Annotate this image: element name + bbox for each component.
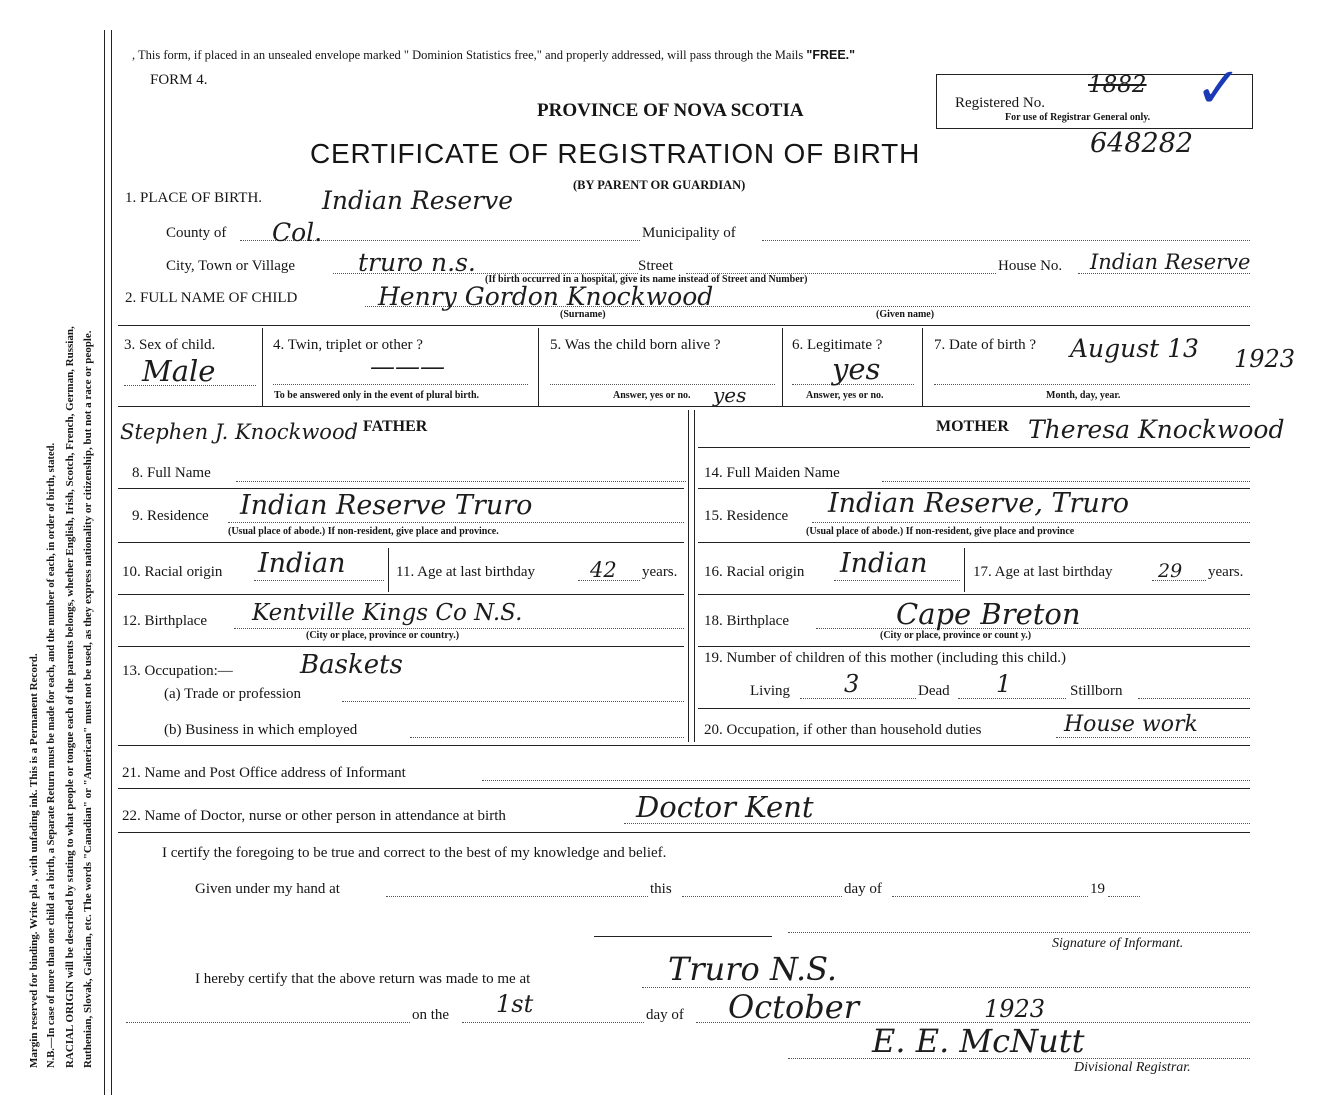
mother-race-value: Indian [840, 548, 928, 579]
province-title: PROVINCE OF NOVA SCOTIA [537, 100, 804, 121]
divider-2 [118, 406, 1250, 407]
mother-divider-c [698, 594, 1250, 595]
stillborn-line [1138, 698, 1250, 699]
informant-signature-line [788, 932, 1250, 933]
father-divider-b [118, 542, 684, 543]
twin-label: 4. Twin, triplet or other ? [273, 337, 423, 353]
hospital-note: (If birth occurred in a hospital, give its name instead of Street and Number) [485, 274, 808, 285]
legitimate-label: 6. Legitimate ? [792, 337, 883, 353]
place-of-birth-value: Indian Reserve [322, 186, 514, 215]
doctor-value: Doctor Kent [636, 790, 814, 824]
father-birthplace-note: (City or place, province or country.) [306, 630, 460, 641]
informant-signature-label: Signature of Informant. [1052, 936, 1184, 951]
mail-note-free: "FREE." [806, 48, 856, 62]
divider-col-4 [922, 328, 923, 406]
margin-note-binding: Margin reserved for binding. Write pla , with unfading ink. This is a Permanent Record. [28, 653, 40, 1068]
trade-line [342, 701, 684, 702]
father-years-label: years. [642, 564, 678, 580]
given-place-line [386, 896, 648, 897]
on-the-line [462, 1022, 644, 1023]
margin-note-plural-birth: N.B.—In case of more than one child at a birth, a Separate Return must be made for each, and the number of each, in order of birth, stated. [46, 442, 57, 1068]
father-birthplace-label: 12. Birthplace [122, 613, 207, 629]
on-the-label: on the [412, 1007, 450, 1023]
business-label: (b) Business in which employed [164, 722, 358, 738]
mother-divider-top [698, 447, 1250, 448]
registrar-note: For use of Registrar General only. [1005, 112, 1151, 123]
father-residence-label: 9. Residence [132, 508, 209, 524]
child-name-label: 2. FULL NAME OF CHILD [125, 290, 298, 306]
mother-residence-note: (Usual place of abode.) If non-resident, give place and province [806, 526, 1075, 537]
mother-residence-value: Indian Reserve, Truro [828, 488, 1129, 519]
father-divider-a [118, 488, 684, 489]
mother-age-value: 29 [1158, 560, 1183, 582]
registered-label: Registered No. [955, 95, 1045, 111]
center-divider-2 [694, 410, 695, 742]
dead-line [958, 698, 1066, 699]
margin-note-racial-origin: RACIAL ORIGIN will be described by stating to what people or tongue each of the parents belongs, whether English, Irish, Scotch, French, German, Russian, [64, 326, 76, 1068]
year-prefix: 19 [1090, 881, 1105, 897]
father-age-label: 11. Age at last birthday [396, 564, 535, 580]
this-label: this [650, 881, 672, 897]
sex-label: 3. Sex of child. [124, 337, 216, 353]
checkmark-icon: ✓ [1195, 56, 1242, 121]
margin-note-racial-origin-cont: Ruthenian, Slovak, Galician, etc. The words "Canadian" or "American" must not be used, as they express nationality or citizenship, but not a race or people. [82, 330, 94, 1068]
father-divider-c [118, 594, 684, 595]
margin-rule-inner [111, 30, 112, 1095]
twin-line [273, 384, 528, 385]
center-divider [688, 410, 689, 742]
mother-maiden-label: 14. Full Maiden Name [704, 465, 840, 481]
short-rule [594, 936, 772, 937]
divider-4 [118, 788, 1250, 789]
father-race-line [254, 580, 384, 581]
day-of-label: day of [844, 881, 882, 897]
mother-residence-line [812, 522, 1250, 523]
dob-value: August 13 [1070, 334, 1199, 363]
legitimate-note: Answer, yes or no. [806, 390, 884, 401]
twin-note: To be answered only in the event of plural birth. [274, 390, 480, 401]
divider-5 [118, 832, 1250, 833]
living-value: 3 [844, 670, 860, 698]
margin-rule [104, 30, 105, 1095]
certificate-number: 648282 [1090, 128, 1194, 159]
stillborn-label: Stillborn [1070, 683, 1123, 699]
dead-label: Dead [918, 683, 950, 699]
registrar-signature: E. E. McNutt [872, 1022, 1085, 1060]
mother-race-line [834, 580, 960, 581]
place-of-birth-label: 1. PLACE OF BIRTH. [125, 190, 263, 206]
municipality-label: Municipality of [642, 225, 736, 241]
divider-col-3 [782, 328, 783, 406]
alive-note: Answer, yes or no. [613, 390, 691, 401]
house-no-value: Indian Reserve [1090, 250, 1251, 274]
registrar-title: Divisional Registrar. [1074, 1060, 1191, 1075]
father-occupation-value: Baskets [300, 650, 403, 680]
mother-residence-label: 15. Residence [704, 508, 789, 524]
mother-maiden-line [882, 481, 1250, 482]
county-value: Col. [272, 218, 323, 247]
father-heading: FATHER [363, 418, 428, 435]
mother-age-label: 17. Age at last birthday [973, 564, 1113, 580]
registered-place-value: Truro N.S. [668, 950, 838, 988]
county-label: County of [166, 225, 227, 241]
mother-divider-e [698, 708, 1250, 709]
divider-col-2 [538, 328, 539, 406]
dob-note: Month, day, year. [1046, 390, 1121, 401]
living-line [800, 698, 916, 699]
mother-divider-d [698, 646, 1250, 647]
mother-birthplace-label: 18. Birthplace [704, 613, 789, 629]
dob-label: 7. Date of birth ? [934, 337, 1037, 353]
registration-year-value: 1923 [984, 995, 1046, 1023]
registration-month-value: October [728, 988, 859, 1026]
mail-note [132, 48, 855, 63]
father-birthplace-line [234, 628, 684, 629]
mother-occupation-line [1056, 737, 1250, 738]
twin-value: ——— [370, 352, 445, 381]
father-residence-note: (Usual place of abode.) If non-resident, give place and province. [228, 526, 499, 537]
informant-label: 21. Name and Post Office address of Informant [122, 765, 406, 781]
mother-heading: MOTHER [936, 418, 1009, 435]
municipality-line [762, 240, 1250, 241]
alive-value: yes [713, 383, 747, 407]
hereby-label: I hereby certify that the above return was made to me at [195, 971, 531, 987]
father-race-label: 10. Racial origin [122, 564, 223, 580]
dob-line [934, 384, 1250, 385]
certify-statement: I certify the foregoing to be true and correct to the best of my knowledge and belief. [162, 845, 667, 861]
father-residence-line [228, 522, 684, 523]
dead-value: 1 [996, 670, 1012, 698]
surname-note: (Surname) [560, 309, 606, 320]
children-count-label: 19. Number of children of this mother (including this child.) [704, 650, 1067, 666]
father-divider-d [118, 646, 684, 647]
divider-col-1 [262, 328, 263, 406]
on-the-leading-line [126, 1022, 410, 1023]
mother-divider-b [698, 542, 1250, 543]
given-name-note: (Given name) [876, 309, 935, 320]
legitimate-value: yes [832, 352, 881, 386]
mother-occupation-label: 20. Occupation, if other than household duties [704, 722, 982, 738]
registered-value: 1882 [1088, 72, 1147, 98]
divider-1 [118, 325, 1250, 326]
father-race-divider [388, 548, 389, 592]
father-full-name-line [236, 481, 686, 482]
living-label: Living [750, 683, 790, 699]
dob-year: 1923 [1234, 345, 1296, 373]
city-label: City, Town or Village [166, 258, 296, 274]
mother-name-value: Theresa Knockwood [1028, 415, 1285, 444]
doctor-label: 22. Name of Doctor, nurse or other person in attendance at birth [122, 808, 506, 824]
mother-years-label: years. [1208, 564, 1244, 580]
sex-value: Male [142, 354, 216, 388]
page-subtitle: (BY PARENT OR GUARDIAN) [573, 178, 746, 192]
father-full-name-label: 8. Full Name [132, 465, 211, 481]
mother-occupation-value: House work [1064, 712, 1198, 737]
alive-label: 5. Was the child born alive ? [550, 337, 721, 353]
house-no-label: House No. [998, 258, 1063, 274]
registration-day-value: 1st [496, 990, 534, 1018]
form-number: FORM 4. [150, 72, 208, 88]
this-day-line [682, 896, 842, 897]
child-name-value: Henry Gordon Knockwood [378, 282, 714, 311]
informant-line [482, 780, 1250, 781]
father-birthplace-value: Kentville Kings Co N.S. [252, 600, 523, 626]
father-race-value: Indian [258, 548, 346, 579]
trade-label: (a) Trade or profession [164, 686, 302, 702]
street-label: Street [638, 258, 673, 274]
day-of-line [892, 896, 1088, 897]
divider-3 [118, 745, 1250, 746]
father-residence-value: Indian Reserve Truro [240, 490, 533, 521]
given-under-hand-label: Given under my hand at [195, 881, 340, 897]
mother-race-label: 16. Racial origin [704, 564, 805, 580]
year-line [1108, 896, 1140, 897]
business-line [410, 737, 684, 738]
city-value: truro n.s. [358, 248, 476, 277]
father-age-value: 42 [590, 558, 617, 582]
mail-note-text: , This form, if placed in an unsealed envelope marked " Dominion Statistics free," and properly addressed, will pass through the Mails [132, 48, 807, 62]
father-name-value: Stephen J. Knockwood [120, 420, 359, 444]
day-of-label-2: day of [646, 1007, 684, 1023]
mother-birthplace-value: Cape Breton [896, 597, 1081, 631]
page-title: CERTIFICATE OF REGISTRATION OF BIRTH [310, 138, 921, 169]
mother-birthplace-note: (City or place, province or count y.) [880, 630, 1032, 641]
mother-race-divider [964, 548, 965, 592]
father-occupation-label: 13. Occupation:— [122, 663, 233, 679]
